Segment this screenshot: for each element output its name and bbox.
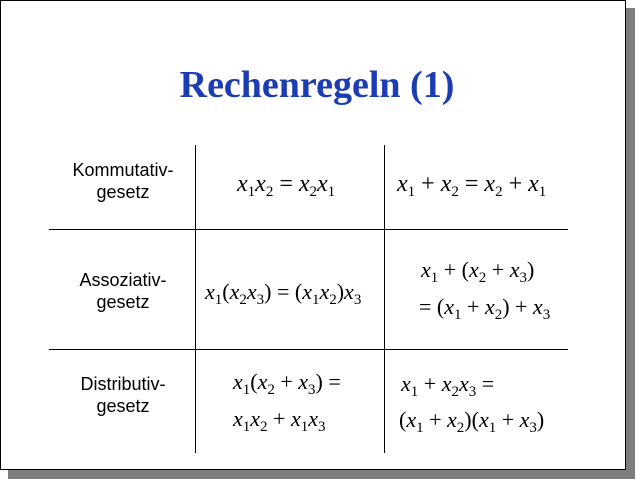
slide-title: Rechenregeln (1) xyxy=(179,64,455,106)
formula-kommutativ-add: $x_1 + x_2 = x_2 + x_1$ xyxy=(397,171,547,200)
formula-distributiv-mult-line1: $x_1(x_2 + x_3)$ = xyxy=(233,369,341,398)
row-label-line: gesetz xyxy=(96,182,150,202)
row-label-line: Kommutativ- xyxy=(72,160,174,180)
formula-distributiv-add-line2: $(x_1 + x_2)(x_1 + x_3)$ xyxy=(399,407,545,436)
formula-distributiv-add-line1: $x_1 + x_2x_3$ = xyxy=(401,371,495,400)
row-label-line: Distributiv- xyxy=(80,374,166,394)
row-label-line: gesetz xyxy=(96,396,150,416)
formula-kommutativ-mult: $x_1x_2 = x_2x_1$ xyxy=(237,171,336,200)
table-divider xyxy=(49,349,568,350)
slide-shadow xyxy=(8,470,635,479)
table-divider xyxy=(384,145,385,453)
row-label-assoziativ xyxy=(53,269,193,313)
row-label-line: gesetz xyxy=(96,292,150,312)
row-label-kommutativ xyxy=(53,159,193,203)
formula-assoziativ-add-line1: $x_1 + (x_2 + x_3)$ xyxy=(421,257,535,286)
formula-assoziativ-add-line2: = $(x_1 + x_2) + x_3$ xyxy=(419,294,551,323)
row-label-line: Assoziativ- xyxy=(79,270,167,290)
table-divider xyxy=(195,145,196,453)
row-label-distributiv xyxy=(53,373,193,417)
table-divider xyxy=(49,229,568,230)
formula-assoziativ-mult: $x_1(x_2x_3) = (x_1x_2)x_3$ xyxy=(205,279,362,308)
formula-distributiv-mult-line2: $x_1x_2 + x_1x_3$ xyxy=(233,406,326,435)
